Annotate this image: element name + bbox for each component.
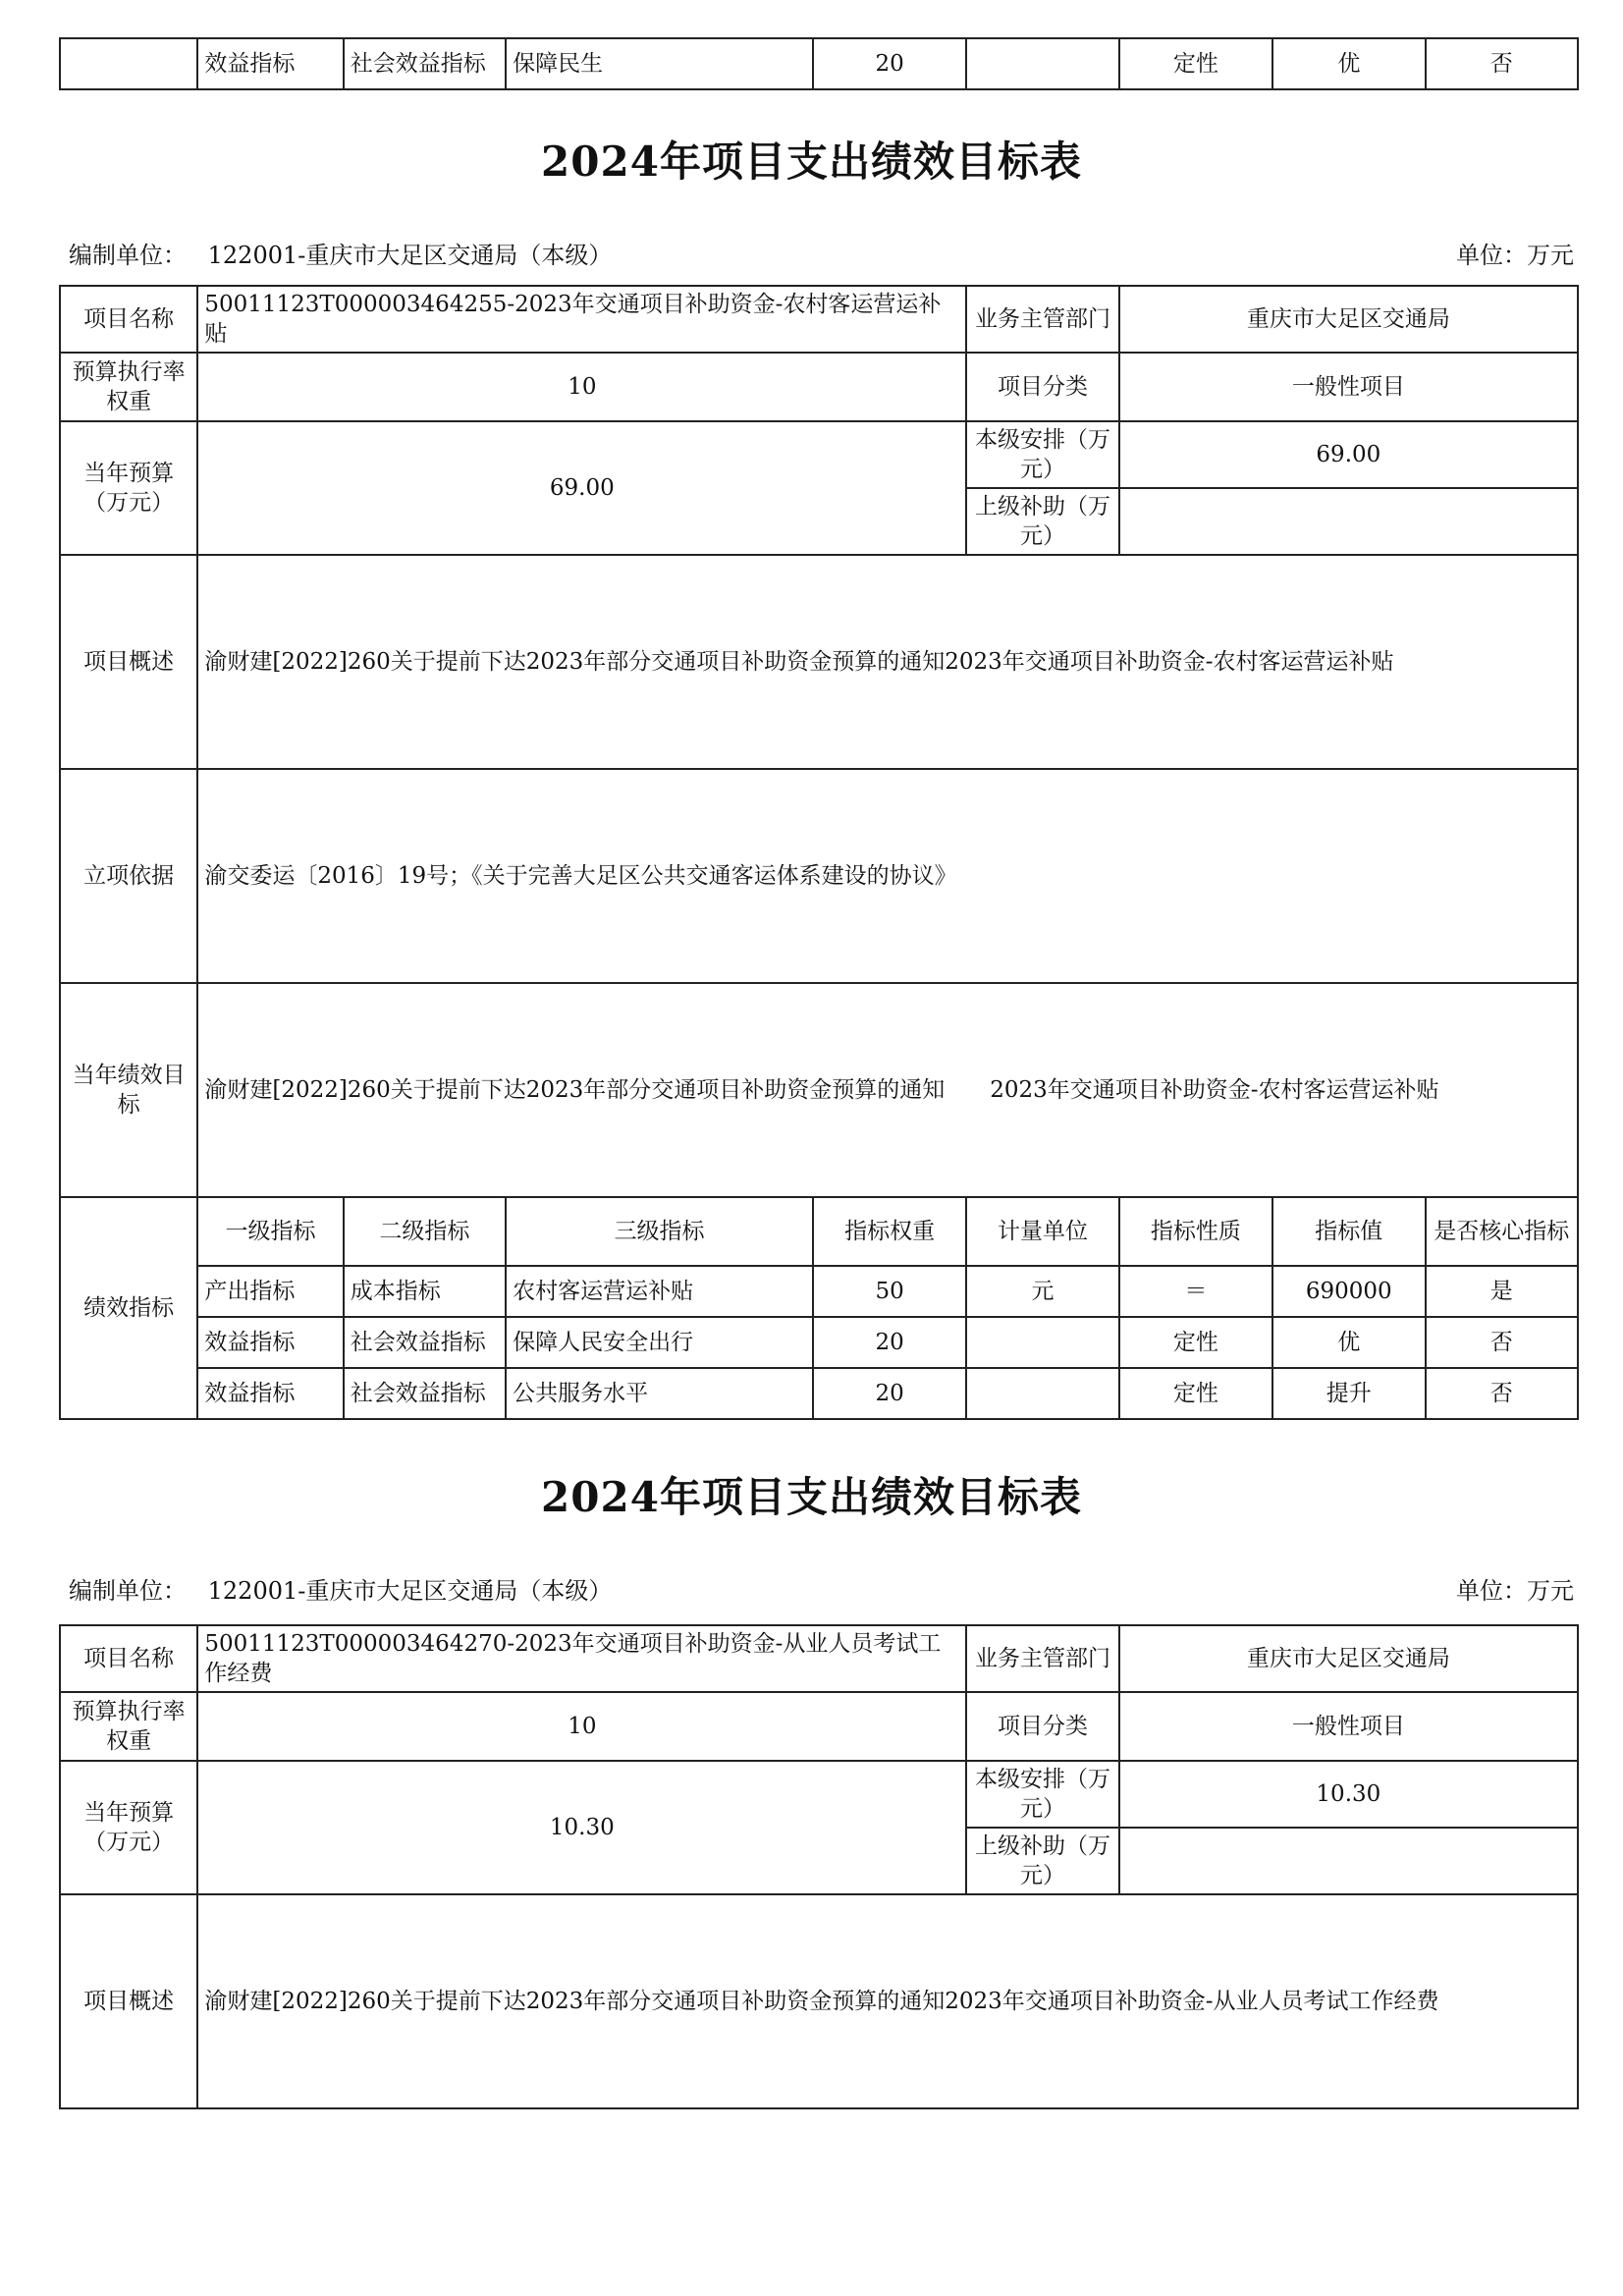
overview-label: 项目概述 (60, 1894, 197, 2108)
value-cell: 690000 (1272, 1266, 1425, 1317)
section1-title: 2024年项目支出绩效目标表 (541, 137, 1082, 186)
nature-cell: ＝ (1119, 1266, 1272, 1317)
core-cell: 是 (1426, 1266, 1579, 1317)
category-value: 一般性项目 (1119, 1692, 1578, 1761)
core-cell: 否 (1426, 1368, 1579, 1419)
upper-label: 上级补助（万元） (966, 1828, 1118, 1894)
weight-cell: 20 (813, 38, 966, 89)
upper-value (1119, 488, 1578, 555)
core-cell: 否 (1426, 1317, 1579, 1368)
upper-label: 上级补助（万元） (966, 488, 1118, 555)
project-name-value: 50011123T000003464255-2023年交通项目补助资金-农村客运营运补贴 (197, 286, 966, 353)
table-row (60, 1266, 1578, 1317)
local-value: 69.00 (1119, 421, 1578, 488)
nature-cell: 定性 (1119, 1368, 1272, 1419)
dept-label: 业务主管部门 (966, 1625, 1118, 1692)
header-weight: 指标权重 (813, 1197, 966, 1266)
budget-label: 当年预算（万元） (60, 1761, 197, 1894)
project-name-label: 项目名称 (60, 286, 197, 353)
unit-cell (966, 38, 1118, 89)
table-row (60, 1368, 1578, 1419)
unit-value: 122001-重庆市大足区交通局（本级） (207, 1577, 613, 1605)
header-nature: 指标性质 (1119, 1197, 1272, 1266)
basis-label: 立项依据 (60, 769, 197, 983)
level1-cell: 效益指标 (197, 1368, 343, 1419)
exec-weight-value: 10 (197, 353, 966, 421)
level3-cell: 农村客运营运补贴 (506, 1266, 813, 1317)
value-cell: 优 (1272, 38, 1425, 89)
local-label: 本级安排（万元） (966, 1761, 1118, 1828)
section2-table (59, 1624, 1579, 2109)
category-label: 项目分类 (966, 1692, 1118, 1761)
unit-cell (966, 1317, 1118, 1368)
local-value: 10.30 (1119, 1761, 1578, 1828)
nature-cell: 定性 (1119, 1317, 1272, 1368)
level2-cell: 社会效益指标 (344, 1317, 506, 1368)
header-level1: 一级指标 (197, 1197, 343, 1266)
exec-weight-value: 10 (197, 1692, 966, 1761)
overview-value: 渝财建[2022]260关于提前下达2023年部分交通项目补助资金预算的通知2023年交通项目补助资金-农村客运营运补贴 (197, 555, 1578, 769)
local-label: 本级安排（万元） (966, 421, 1118, 488)
section1-money-unit: 单位：万元 (1456, 242, 1574, 269)
unit-cell (966, 1368, 1118, 1419)
unit-cell: 元 (966, 1266, 1118, 1317)
level2-cell: 成本指标 (344, 1266, 506, 1317)
unit-value: 122001-重庆市大足区交通局（本级） (207, 242, 613, 269)
level1-cell: 效益指标 (197, 38, 343, 89)
level2-cell: 社会效益指标 (344, 38, 506, 89)
category-value: 一般性项目 (1119, 353, 1578, 421)
upper-value (1119, 1828, 1578, 1894)
budget-value: 69.00 (197, 421, 966, 555)
dept-value: 重庆市大足区交通局 (1119, 286, 1578, 353)
budget-label: 当年预算（万元） (60, 421, 197, 555)
core-cell: 否 (1426, 38, 1578, 89)
header-level3: 三级指标 (506, 1197, 813, 1266)
budget-value: 10.30 (197, 1761, 966, 1894)
section2-title: 2024年项目支出绩效目标表 (541, 1473, 1082, 1521)
section1-table (59, 285, 1579, 1420)
category-label: 项目分类 (966, 353, 1118, 421)
table-row (60, 1317, 1578, 1368)
dept-value: 重庆市大足区交通局 (1119, 1625, 1578, 1692)
project-name-value: 50011123T000003464270-2023年交通项目补助资金-从业人员考试工作经费 (197, 1625, 966, 1692)
empty-cell (60, 38, 197, 89)
value-cell: 优 (1272, 1317, 1425, 1368)
exec-weight-label: 预算执行率权重 (60, 353, 197, 421)
level3-cell: 公共服务水平 (506, 1368, 813, 1419)
section1-unit (69, 236, 612, 270)
section2-money-unit: 单位：万元 (1456, 1577, 1574, 1605)
indicators-label: 绩效指标 (60, 1197, 197, 1419)
unit-label: 编制单位： (69, 1577, 187, 1605)
dept-label: 业务主管部门 (966, 286, 1118, 353)
weight-cell: 20 (813, 1368, 966, 1419)
header-value: 指标值 (1272, 1197, 1425, 1266)
overview-label: 项目概述 (60, 555, 197, 769)
exec-weight-label: 预算执行率权重 (60, 1692, 197, 1761)
weight-cell: 20 (813, 1317, 966, 1368)
section2-unit (69, 1571, 612, 1606)
value-cell: 提升 (1272, 1368, 1425, 1419)
goal-value: 渝财建[2022]260关于提前下达2023年部分交通项目补助资金预算的通知 2023年交通项目补助资金-农村客运营运补贴 (197, 983, 1578, 1197)
level3-cell: 保障人民安全出行 (506, 1317, 813, 1368)
level3-cell: 保障民生 (506, 38, 813, 89)
goal-label: 当年绩效目标 (60, 983, 197, 1197)
level1-cell: 产出指标 (197, 1266, 343, 1317)
basis-value: 渝交委运〔2016〕19号；《关于完善大足区公共交通客运体系建设的协议》 (197, 769, 1578, 983)
header-core: 是否核心指标 (1426, 1197, 1579, 1266)
overview-value: 渝财建[2022]260关于提前下达2023年部分交通项目补助资金预算的通知2023年交通项目补助资金-从业人员考试工作经费 (197, 1894, 1578, 2108)
project-name-label: 项目名称 (60, 1625, 197, 1692)
unit-label: 编制单位： (69, 242, 187, 269)
level2-cell: 社会效益指标 (344, 1368, 506, 1419)
nature-cell: 定性 (1119, 38, 1272, 89)
weight-cell: 50 (813, 1266, 966, 1317)
level1-cell: 效益指标 (197, 1317, 343, 1368)
header-unit: 计量单位 (966, 1197, 1118, 1266)
header-level2: 二级指标 (344, 1197, 506, 1266)
continuation-table (59, 37, 1579, 90)
